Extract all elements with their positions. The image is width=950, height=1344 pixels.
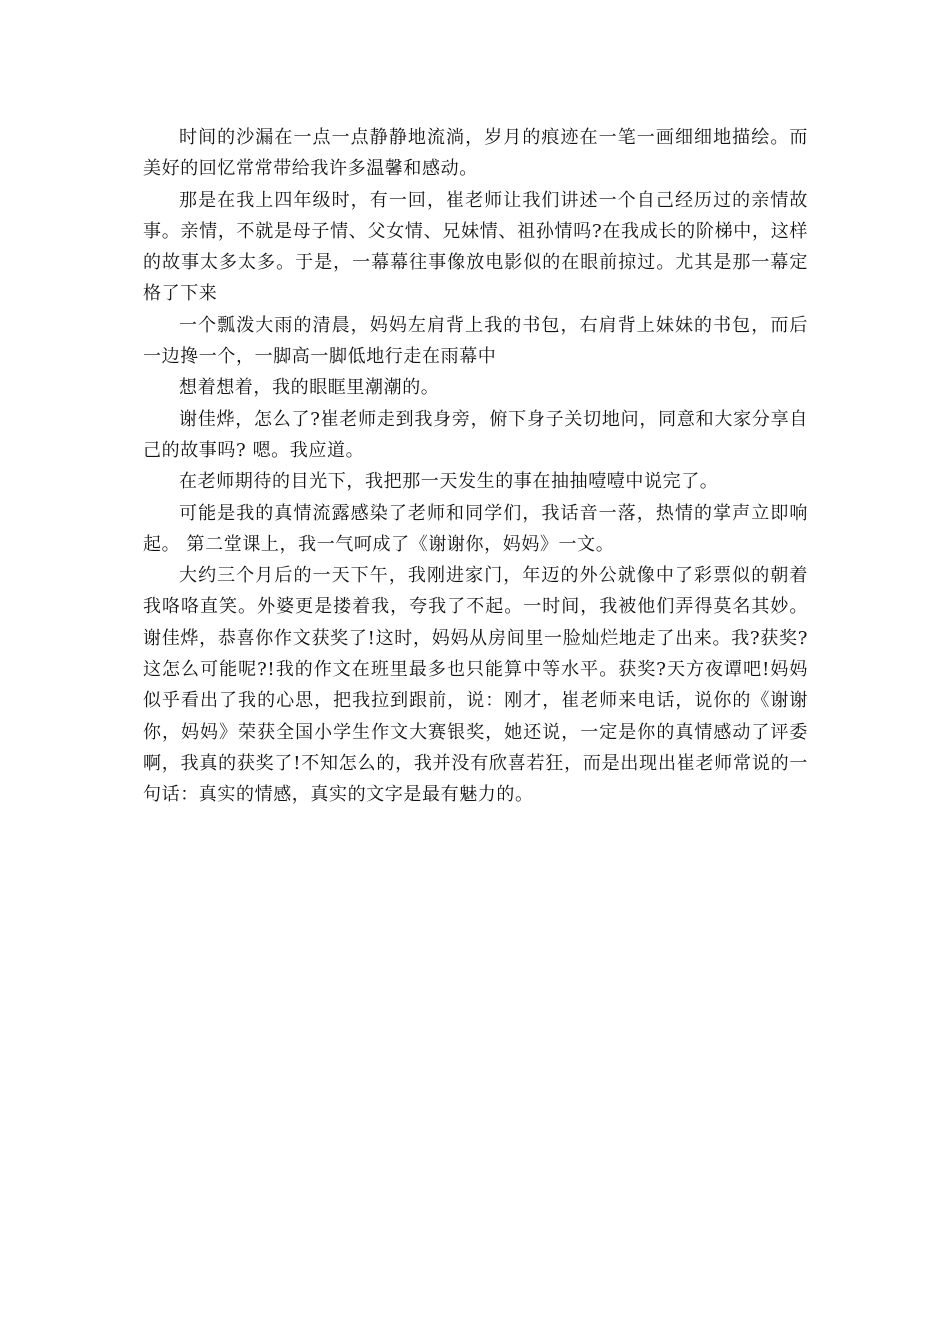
paragraph-6: 在老师期待的目光下，我把那一天发生的事在抽抽噎噎中说完了。	[179, 471, 719, 493]
paragraph-7: 可能是我的真情流露感染了老师和同学们，我话音一落，热情的掌声立即响起。 第二堂课上，我一气呵成了《谢谢你，妈妈》一文。	[143, 502, 808, 555]
paragraph-5: 谢佳烨，怎么了?崔老师走到我身旁，俯下身子关切地问，同意和大家分享自己的故事吗? 嗯。我应道。	[143, 408, 808, 461]
paragraph-8: 大约三个月后的一天下午，我刚进家门，年迈的外公就像中了彩票似的朝着我咯咯直笑。外婆更是搂着我，夸我了不起。一时间，我被他们弄得莫名其妙。谢佳烨，恭喜你作文获奖了!这时，妈妈从房间里一脸灿烂地走了出来。我?获奖?这怎么可能呢?!我的作文在班里最多也只能算中等水平。获奖?天方夜谭吧!妈妈似乎看出了我的心思，把我拉到跟前，说：刚才，崔老师来电话，说你的《谢谢你，妈妈》荣获全国小学生作文大赛银奖，她还说，一定是你的真情感动了评委啊，我真的获奖了!不知怎么的，我并没有欣喜若狂，而是出现出崔老师常说的一句话：真实的情感，真实的文字是最有魅力的。	[143, 565, 808, 806]
essay-body	[143, 122, 808, 811]
paragraph-2: 那是在我上四年级时，有一回，崔老师让我们讲述一个自己经历过的亲情故事。亲情，不就是母子情、父女情、兄妹情、祖孙情吗?在我成长的阶梯中，这样的故事太多太多。于是，一幕幕往事像放电影似的在眼前掠过。尤其是那一幕定格了下来	[143, 189, 808, 305]
paragraph-4: 想着想着，我的眼眶里潮潮的。	[179, 377, 440, 399]
paragraph-1: 时间的沙漏在一点一点静静地流淌，岁月的痕迹在一笔一画细细地描绘。而美好的回忆常常带给我许多温馨和感动。	[143, 127, 808, 180]
paragraph-3: 一个瓢泼大雨的清晨，妈妈左肩背上我的书包，右肩背上妹妹的书包，而后一边搀一个，一脚高一脚低地行走在雨幕中	[143, 314, 808, 368]
